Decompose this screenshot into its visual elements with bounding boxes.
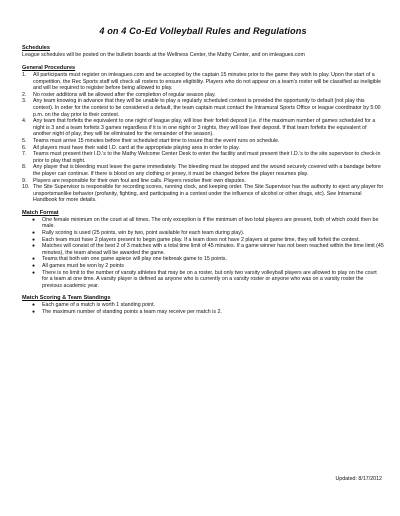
scoring-list [22,302,384,315]
list-item-text: One female minimum on the court at all times. The only exception is if the minimum of two total players are present, both of which could then be male. [42,216,379,230]
list-item: 10. The Site Supervisor is responsible for recording scores, running clock, and keeping order. The Site Supervisor has the authority to eject any player for unsportsmanlike behavior (profanity, fighting, and participating in a contest under the influence of alcohol or other drugs, etc). See Intramural Handbook for more details. [22,184,384,204]
list-item: 8. Any player that is bleeding must leave the game immediately. The bleeding must be stopped and the wound securely covered with a bandage before the player can continue. If there is blood on any clothing or jersey, it must be changed before the player resumes play. [22,164,381,177]
list-item-text: Any team knowing in advance that they will be unable to play a regularly scheduled contest is provided the opportunity to default (not play this contest). In order for the contest to be considered a default, the team captain must contact the Intramural Sports Office or league coordinator by 5:00 p.m. on the day prior to their contest. [33,98,381,118]
match-format-list [22,217,384,290]
list-item-text: Matches will consist of the best 2 of 3 matches with a total time limit of 45 minutes. If a game winner has not been reached within the time limit (45 minutes), the team ahead will be awarded the game. [42,243,384,256]
scoring-section [22,295,384,315]
list-item-text: Players are responsible for their own foul and line calls. Players resolve their own disputes. [33,177,246,184]
list-item: 9. Players are responsible for their own foul and line calls. Players resolve their own disputes. [22,177,246,184]
list-item: ● Teams that both win one game apiece will play one tiebreak game to 15 points. [32,256,227,263]
list-item: ● The maximum number of standing points a team may receive per match is 2. [32,309,222,315]
match-format-heading: Match Format [22,209,59,216]
list-item-text: Teams must arrive 15 minutes before their scheduled start time to insure that the event runs on schedule. [33,137,280,144]
page-title: 4 on 4 Co-Ed Volleyball Rules and Regulations [99,26,307,36]
general-procedures-list [22,72,384,204]
general-procedures-section [22,65,384,204]
list-item: 6. All players must have their valid I.D. card at the appropriate playing area in order to play. [22,144,240,151]
list-item: ● All games must be won by 2 points [32,263,124,270]
general-procedures-heading: General Procedures [22,65,76,71]
schedules-text: League schedules will be posted on the bulletin boards at the Wellness Center, the Mathy Center, and on imleagues.com [22,52,305,58]
list-item: 7. Teams must present their I.D.’s to the Mathy Welcome Center Desk to enter the facility and must present their I.D.’s to the site supervisor to check-in prior to play that night. [22,151,381,164]
list-item-text: All players must have their valid I.D. card at the appropriate playing area in order to play. [33,144,240,151]
list-item-text: There is no limit to the number of varsity athletes that may be on a roster, but only two varsity volleyball players are allowed to play on the court for a team at one time. A varsity player is defined as anyone who is currently on a varsity roster or anyone who was on a varsity roster the previous academic year. [42,269,377,289]
list-item: ● Rally scoring is used (25 points, win by two, point available for each team during play). [32,230,245,237]
match-format-section [22,210,384,290]
updated-date: Updated: 8/17/2012 [335,476,382,482]
list-item: ● One female minimum on the court at all times. The only exception is if the minimum of two total players are present, both of which could then be male. [32,216,379,230]
list-item: 4. Any team that forfeits the equivalent to one night of league play, will lose their forfeit deposit (i.e. if the maximum number of games scheduled for a night is 3 and a team forfeits 3 games regardless if it is in one night or 3 nights, they will lose their deposit. If that team forfeits the equivalent of another night of play, they will be eliminated for the remainder of the season). [22,118,376,138]
list-item: 5. Teams must arrive 15 minutes before their scheduled start time to insure that the event runs on schedule. [22,137,280,144]
list-item-text: No roster additions will be allowed after the completion of regular season play. [33,91,216,98]
list-item-text: Rally scoring is used (25 points, win by two, point available for each team during play). [42,230,245,237]
list-item-text: Teams that both win one game apiece will play one tiebreak game to 15 points. [42,256,227,263]
schedules-section [22,45,384,59]
list-item: ● Each game of a match is worth 1 standing point. [32,302,156,309]
list-item: 1. All participants must register on imleagues.com and be accepted by the captain 15 minutes prior to the game they wish to play. Upon the start of a competition, the Rec Sports staff will check all rosters to ensure eligibility. Players who do not appear on a team’s roster will be classified as ineligible and will be required to register before being allowed to play. [22,72,381,92]
scoring-heading: Match Scoring & Team Standings [22,295,111,302]
list-item: ● There is no limit to the number of varsity athletes that may be on a roster, but only two varsity volleyball players are allowed to play on the court for a team at one time. A varsity player is defined as anyone who is currently on a varsity roster or anyone who was on a varsity roster the previous academic year. [32,269,377,289]
list-item-text: All games must be won by 2 points [42,263,124,270]
list-item-text: Teams must present their I.D.’s to the Mathy Welcome Center Desk to enter the facility and must present their I.D.’s to the site supervisor to check-in prior to play that night. [33,151,381,164]
list-item: 3. Any team knowing in advance that they will be unable to play a regularly scheduled contest is provided the opportunity to default (not play this contest). In order for the contest to be considered a default, the team captain must contact the Intramural Sports Office or league coordinator by 5:00 p.m. on the day prior to their contest. [22,98,381,118]
list-item: 2. No roster additions will be allowed after the completion of regular season play. [22,91,216,98]
list-item-text: Any player that is bleeding must leave the game immediately. The bleeding must be stopped and the wound securely covered with a bandage before the player can continue. If there is blood on any clothing or jersey, it must be changed before the player resumes play. [33,164,381,177]
list-item: ● Matches will consist of the best 2 of 3 matches with a total time limit of 45 minutes. If a game winner has not been reached within the time limit (45 minutes), the team ahead will be awarded the game. [32,243,384,256]
list-item-text: Any team that forfeits the equivalent to one night of league play, will lose their forfeit deposit (i.e. if the maximum number of games scheduled for a night is 3 and a team forfeits 3 games regardless if it is in one night or 3 nights, they will lose their deposit. If that team forfeits the equivalent of another night of play, they will be eliminated for the remainder of the season). [33,118,376,138]
schedules-heading: Schedules [22,45,50,51]
list-item-text: Each team must have 2 players present to begin game play. If a team does not have 2 players at game time, they will forfeit the contest. [42,236,360,243]
list-item-text: All participants must register on imleagues.com and be accepted by the captain 15 minutes prior to the game they wish to play. Upon the start of a competition, the Rec Sports staff will check all rosters to ensure eligibility. Players who do not appear on a team’s roster will be classified as ineligible and will be required to register before being allowed to play. [33,72,381,92]
list-item-text: The maximum number of standing points a team may receive per match is 2. [42,309,222,315]
list-item-text: The Site Supervisor is responsible for recording scores, running clock, and keeping order. The Site Supervisor has the authority to eject any player for unsportsmanlike behavior (profanity, fighting, and participating in a contest under the influence of alcohol or other drugs, etc). See Intramural Handbook for more details. [33,184,384,204]
list-item: ● Each team must have 2 players present to begin game play. If a team does not have 2 players at game time, they will forfeit the contest. [32,236,360,243]
list-item-text: Each game of a match is worth 1 standing point. [42,302,156,309]
